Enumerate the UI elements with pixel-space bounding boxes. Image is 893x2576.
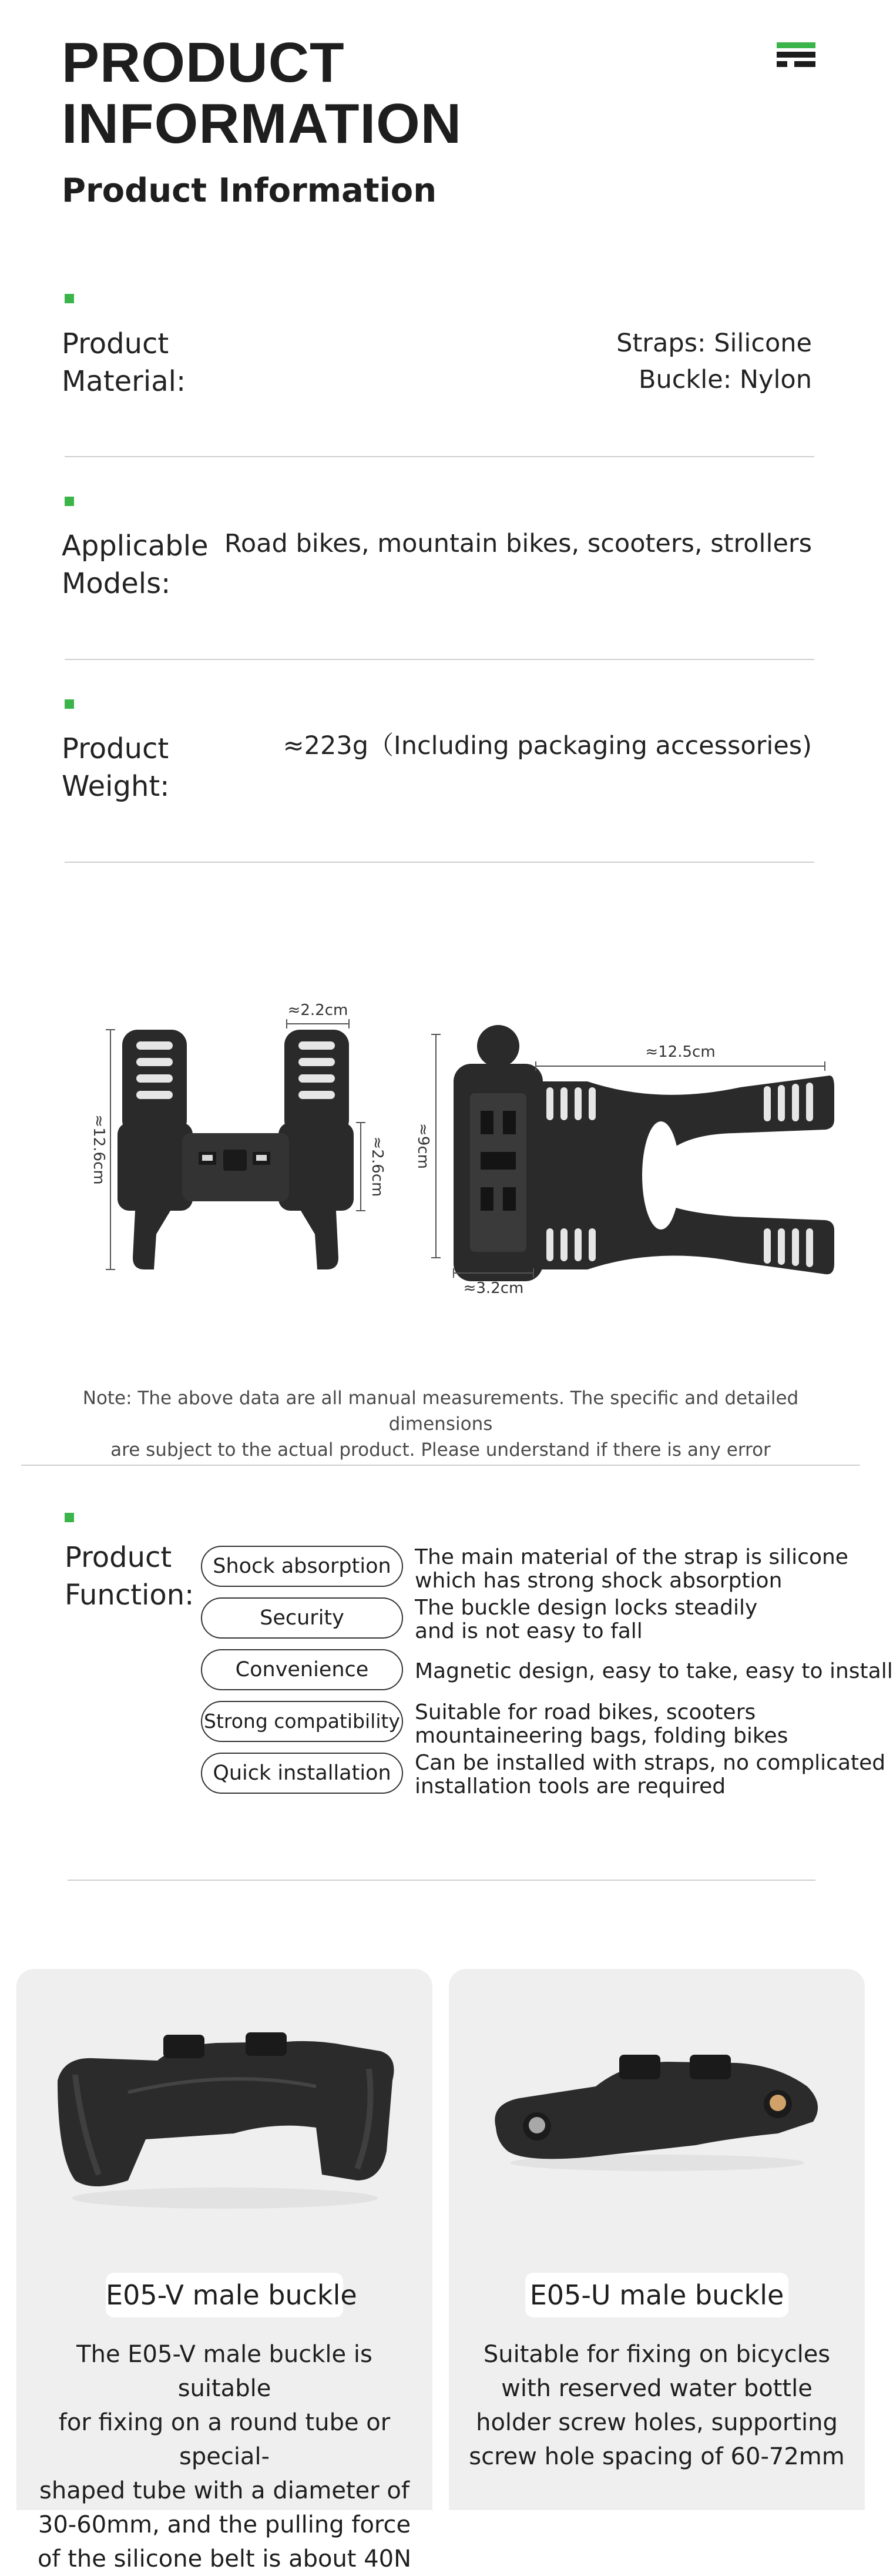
feature-desc-line1: Can be installed with straps, no complicated: [415, 1751, 886, 1775]
bullet-square-icon: [65, 1513, 74, 1522]
dim-left-height: ≈12.6cm: [90, 1114, 108, 1185]
dim-right-base: ≈3.2cm: [463, 1279, 524, 1297]
function-label-line2: Function:: [65, 1579, 194, 1612]
feature-desc-security: [415, 1596, 757, 1643]
card-desc-line: shaped tube with a diameter of: [39, 2477, 409, 2504]
note-line2: are subject to the actual product. Please understand if there is any error: [110, 1439, 771, 1460]
spec-value-line1: Straps: Silicone: [616, 329, 812, 358]
divider: [65, 456, 814, 457]
spec-label-material: [62, 325, 186, 400]
spec-value-material: [616, 325, 812, 398]
dim-right-width: ≈12.5cm: [645, 1043, 716, 1061]
bullet-square-icon: [65, 497, 74, 506]
mount-side-view-image: [454, 1025, 834, 1281]
function-label-line1: Product: [65, 1541, 172, 1574]
card-desc-line: The E05-V male buckle is suitable: [76, 2341, 372, 2402]
page-title-line2: INFORMATION: [62, 92, 462, 155]
card-desc-line: for fixing on a round tube or special-: [58, 2409, 391, 2470]
spec-label-line2: Models:: [62, 567, 171, 600]
page-subtitle: Product Information: [62, 172, 437, 210]
spec-label-line1: Product: [62, 732, 169, 765]
spec-value-line2: Buckle: Nylon: [639, 365, 812, 394]
spec-label-line2: Weight:: [62, 770, 170, 803]
feature-desc-line1: The main material of the strap is silicone: [415, 1545, 848, 1569]
card-title-e05-u: E05-U male buckle: [525, 2273, 788, 2317]
brand-logo-icon: [777, 42, 815, 67]
bullet-square-icon: [65, 294, 74, 303]
page-title-line1: PRODUCT: [62, 31, 345, 94]
spec-value-models: [224, 525, 812, 562]
divider: [21, 1465, 860, 1466]
card-desc-line: Suitable for fixing on bicycles: [483, 2341, 831, 2368]
feature-desc-line1: Suitable for road bikes, scooters: [415, 1700, 756, 1724]
feature-pill-shock-absorption: Shock absorption: [201, 1546, 403, 1587]
dim-left-mid: ≈2.6cm: [368, 1136, 386, 1197]
spec-label-line1: Applicable: [62, 530, 209, 562]
spec-label-line1: Product: [62, 327, 169, 360]
feature-desc-convenience: [415, 1660, 893, 1683]
spec-label-models: [62, 527, 209, 602]
spec-value-weight: [283, 728, 812, 764]
holder-front-view-image: [118, 1030, 354, 1269]
dim-right-height: ≈9cm: [414, 1123, 432, 1169]
spec-value-line1: ≈223g（Including packaging accessories): [283, 731, 812, 761]
feature-desc-line2: installation tools are required: [415, 1774, 726, 1798]
feature-pill-strong-compatibility: Strong compatibility: [201, 1701, 403, 1742]
divider: [65, 659, 814, 660]
spec-value-line1: Road bikes, mountain bikes, scooters, strollers: [224, 529, 812, 558]
feature-desc-strong-compatibility: [415, 1701, 788, 1748]
feature-pill-quick-installation: Quick installation: [201, 1753, 403, 1794]
product-card-e05-u: [449, 1969, 865, 2510]
feature-desc-line1: The buckle design locks steadily: [415, 1596, 758, 1620]
feature-desc-line2: which has strong shock absorption: [415, 1569, 783, 1593]
feature-desc-line2: mountaineering bags, folding bikes: [415, 1724, 788, 1748]
feature-desc-line1: Magnetic design, easy to take, easy to install: [415, 1659, 893, 1683]
spec-label-line2: Material:: [62, 365, 186, 398]
feature-pill-convenience: Convenience: [201, 1649, 403, 1690]
card-desc-line: screw hole spacing of 60-72mm: [469, 2443, 845, 2470]
feature-desc-shock-absorption: [415, 1546, 848, 1593]
card-desc-e05-u: [461, 2337, 853, 2474]
dimension-drawing: [0, 976, 881, 1305]
bullet-square-icon: [65, 699, 74, 709]
divider: [65, 862, 814, 863]
measurement-note: [35, 1385, 846, 1463]
feature-desc-quick-installation: [415, 1751, 885, 1798]
e05-v-buckle-image: [40, 2004, 410, 2216]
product-card-e05-v: [16, 1969, 432, 2572]
card-desc-line: holder screw holes, supporting: [476, 2409, 838, 2436]
feature-pill-security: Security: [201, 1597, 403, 1639]
e05-u-buckle-image: [472, 2039, 842, 2192]
dim-left-width: ≈2.2cm: [287, 1001, 348, 1019]
feature-desc-line2: and is not easy to fall: [415, 1619, 643, 1643]
card-desc-line: of the silicone belt is about 40N: [37, 2545, 412, 2572]
spec-label-weight: [62, 730, 169, 805]
card-desc-line: 30-60mm, and the pulling force: [38, 2511, 411, 2538]
divider: [68, 1880, 815, 1881]
page-title: [62, 32, 462, 155]
card-desc-line: with reserved water bottle: [501, 2375, 813, 2402]
function-label: [65, 1539, 194, 1614]
note-line1: Note: The above data are all manual measurements. The specific and detailed dimensions: [82, 1388, 799, 1435]
card-title-e05-v: E05-V male buckle: [106, 2273, 343, 2317]
card-desc-e05-v: [28, 2337, 421, 2576]
